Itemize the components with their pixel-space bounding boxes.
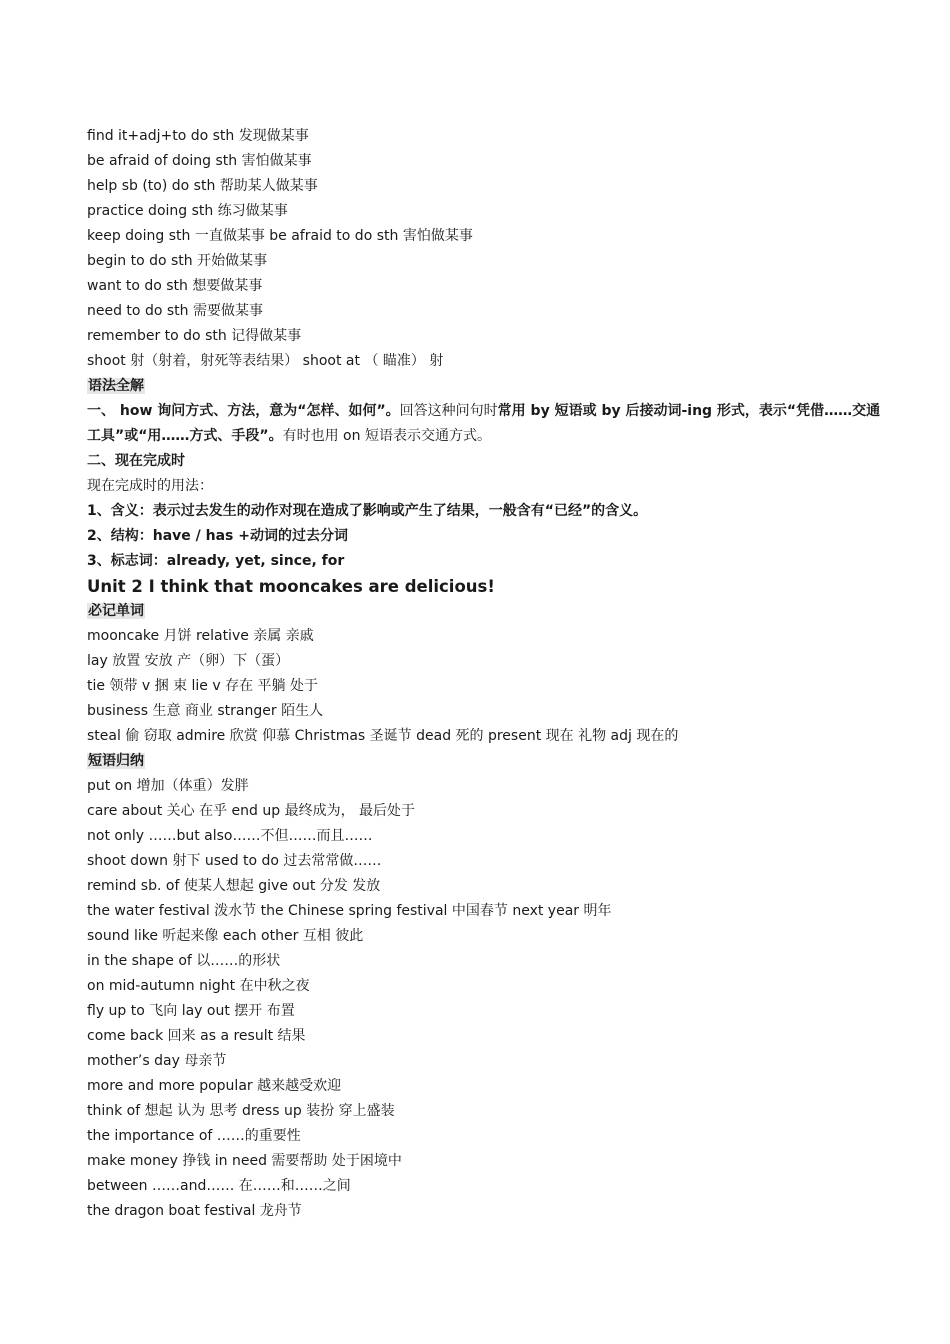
phrase-line: be afraid of doing sth 害怕做某事 [87, 153, 312, 169]
phrase-line: keep doing sth 一直做某事 be afraid to do sth 害怕做某事 [87, 228, 473, 244]
grammar-how-bold-b: 常用 by 短语或 by 后接动词-ing 形式，表示“凭借……交通工具”或“用……方式、手段”。 [87, 403, 881, 444]
unit-title: Unit 2 I think that mooncakes are delicious! [87, 577, 495, 596]
phrase-line: begin to do sth 开始做某事 [87, 253, 268, 269]
phrase-line: fly up to 飞向 lay out 摆开 布置 [87, 1003, 295, 1019]
present-perfect-usage: 现在完成时的用法： [87, 478, 213, 494]
phrase-line: come back 回来 as a result 结果 [87, 1028, 306, 1044]
grammar-how-bold-a: 一、 how 询问方式、方法，意为“怎样、如何”。 [87, 403, 400, 419]
word-line: mooncake 月饼 relative 亲属 亲戚 [87, 628, 314, 644]
present-perfect-heading: 二、现在完成时 [87, 453, 185, 469]
phrase-line: between ……and…… 在……和……之间 [87, 1178, 351, 1194]
grammar-how-normal-b: 有时也用 on 短语表示交通方式。 [282, 428, 491, 444]
grammar-heading-line [87, 374, 887, 399]
word-line: tie 领带 v 捆 束 lie v 存在 平躺 处于 [87, 678, 319, 694]
phrase-line: practice doing sth 练习做某事 [87, 203, 288, 219]
phrase-line: in the shape of 以……的形状 [87, 953, 281, 969]
phrase-line: need to do sth 需要做某事 [87, 303, 263, 319]
phrase-line: care about 关心 在乎 end up 最终成为， 最后处于 [87, 803, 416, 819]
words-heading-line [87, 599, 887, 624]
phrase-line: more and more popular 越来越受欢迎 [87, 1078, 342, 1094]
phrase-list-top [87, 124, 887, 374]
word-line: business 生意 商业 stranger 陌生人 [87, 703, 324, 719]
phrase-line: the water festival 泼水节 the Chinese spring festival 中国春节 next year 明年 [87, 903, 612, 919]
phrase-line: put on 增加（体重）发胖 [87, 778, 249, 794]
phrase-line: find it+adj+to do sth 发现做某事 [87, 128, 309, 144]
present-perfect-structure: 2、结构：have / has +动词的过去分词 [87, 528, 348, 544]
phrases-heading: 短语归纳 [88, 753, 144, 769]
present-perfect-markers: 3、标志词：already, yet, since, for [87, 553, 345, 569]
word-list [87, 624, 887, 749]
word-line: steal 偷 窃取 admire 欣赏 仰慕 Christmas 圣诞节 dead 死的 present 现在 礼物 adj 现在的 [87, 728, 679, 744]
phrase-line: the importance of ……的重要性 [87, 1128, 301, 1144]
phrase-line: want to do sth 想要做某事 [87, 278, 263, 294]
grammar-heading: 语法全解 [88, 378, 144, 394]
phrase-line: make money 挣钱 in need 需要帮助 处于困境中 [87, 1153, 402, 1169]
phrase-line: shoot 射（射着，射死等表结果） shoot at （ 瞄准） 射 [87, 353, 444, 369]
phrase-line: sound like 听起来像 each other 互相 彼此 [87, 928, 364, 944]
grammar-how-normal-a: 回答这种问句时 [399, 403, 498, 419]
phrase-line: remember to do sth 记得做某事 [87, 328, 302, 344]
phrase-line: not only ……but also……不但……而且…… [87, 828, 373, 844]
phrase-line: think of 想起 认为 思考 dress up 装扮 穿上盛装 [87, 1103, 395, 1119]
words-heading: 必记单词 [88, 603, 144, 619]
present-perfect-meaning: 1、含义：表示过去发生的动作对现在造成了影响或产生了结果，一般含有“已经”的含义。 [87, 503, 648, 519]
phrase-list-unit2 [87, 774, 887, 1224]
phrase-line: mother’s day 母亲节 [87, 1053, 227, 1069]
phrase-line: remind sb. of 使某人想起 give out 分发 发放 [87, 878, 381, 894]
phrase-line: on mid-autumn night 在中秋之夜 [87, 978, 310, 994]
phrase-line: the dragon boat festival 龙舟节 [87, 1203, 302, 1219]
document-page [87, 124, 887, 1224]
phrases-heading-line [87, 749, 887, 774]
phrase-line: shoot down 射下 used to do 过去常常做…… [87, 853, 382, 869]
word-line: lay 放置 安放 产（卵）下（蛋） [87, 653, 290, 669]
grammar-paragraph-how [87, 399, 887, 449]
phrase-line: help sb (to) do sth 帮助某人做某事 [87, 178, 318, 194]
